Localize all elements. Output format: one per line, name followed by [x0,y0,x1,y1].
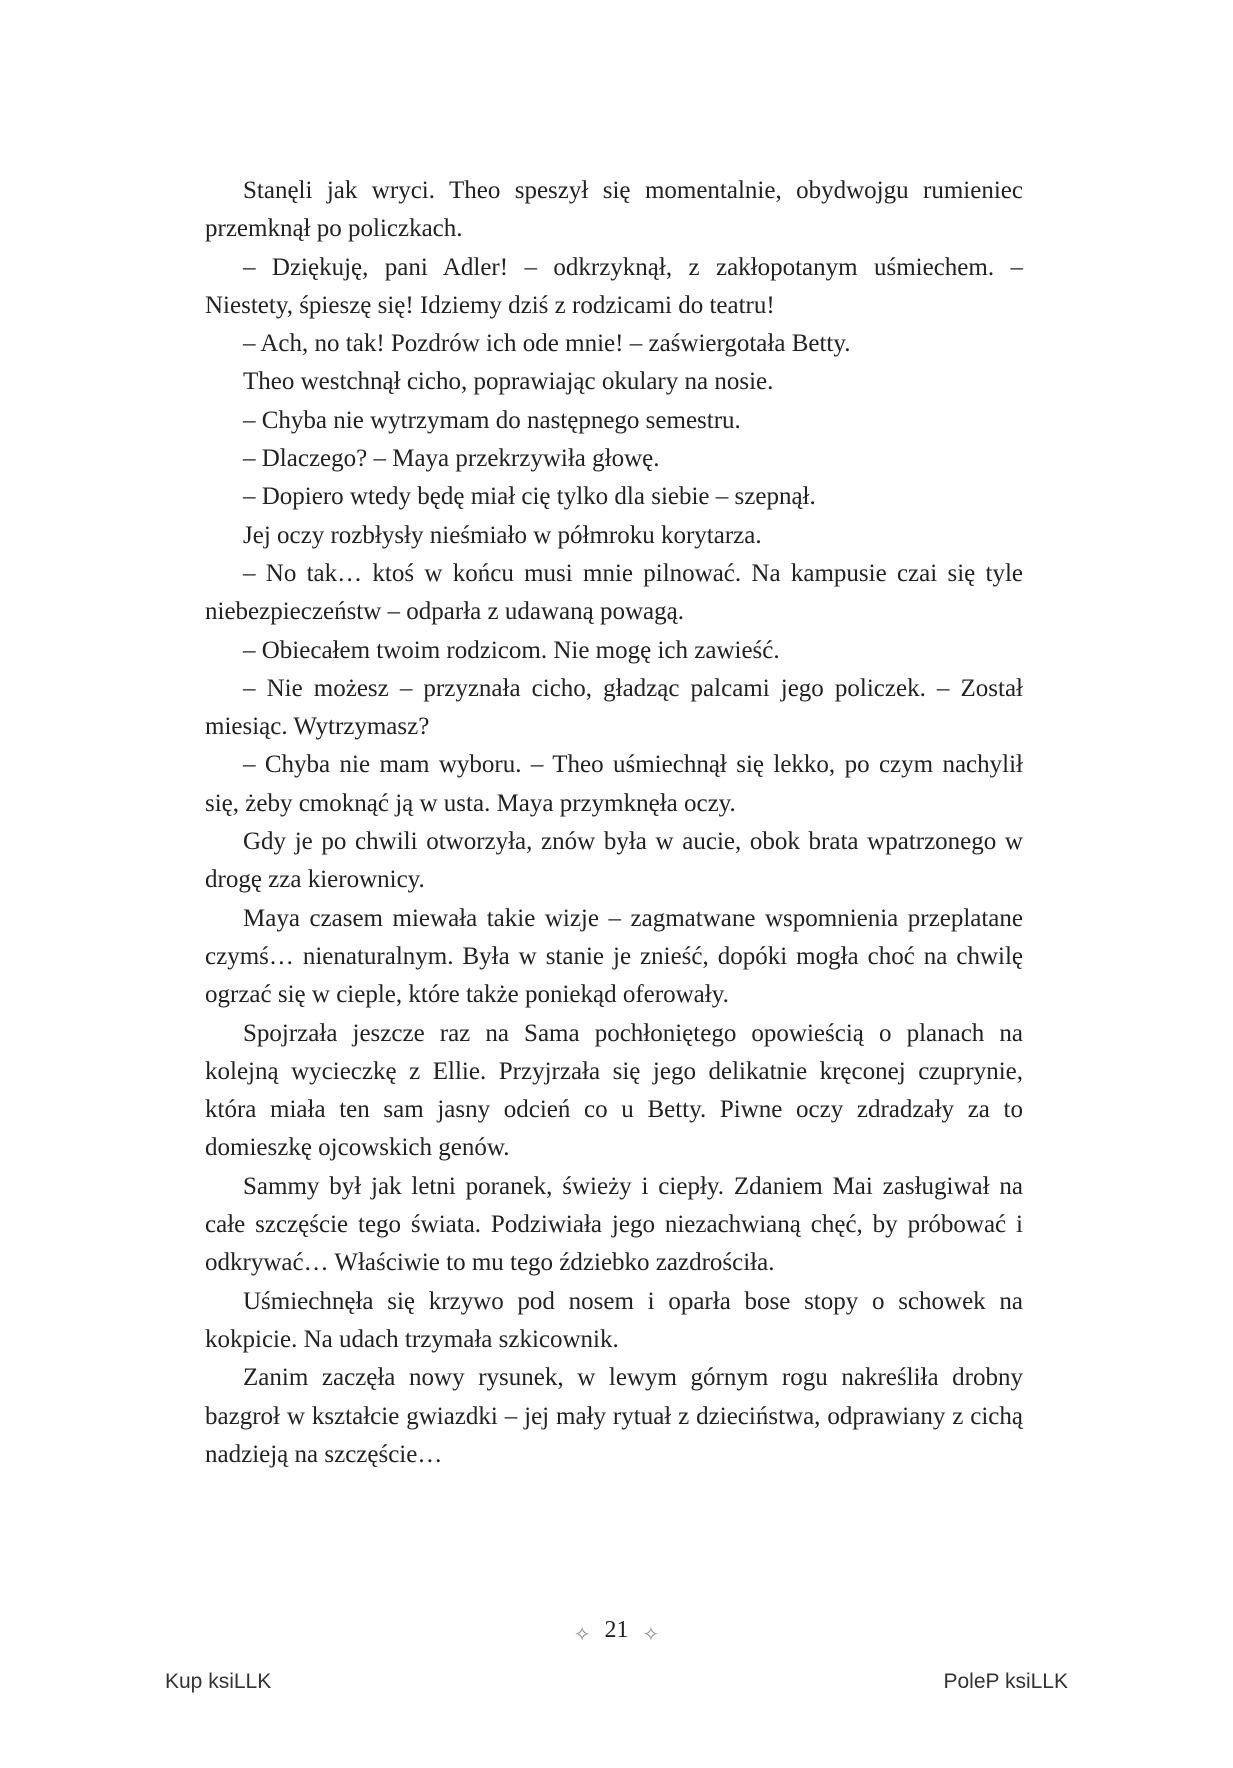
paragraph: – Chyba nie mam wyboru. – Theo uśmiechnął się lekko, po czym nachylił się, żeby cmoknąć ją w usta. Maya przymknęła oczy. [205,751,1023,817]
paragraph: – Dziękuję, pani Adler! – odkrzyknął, z zakłopotanym uśmiechem. – Niestety, śpieszę się! Idziemy dziś z rodzicami do teatru! [205,253,1023,319]
page-number-area [0,1617,1233,1644]
star-ornament-icon: ✧ [642,1624,660,1646]
page-number: 21 [604,1617,629,1643]
star-ornament-icon: ✧ [573,1624,591,1646]
paragraph: Jej oczy rozbłysły nieśmiało w półmroku korytarza. [243,521,762,549]
paragraph: – Chyba nie wytrzymam do następnego semestru. [243,406,741,434]
paragraph: Theo westchnął cicho, poprawiając okulary na nosie. [243,368,774,396]
buy-book-link[interactable]: Kup ksiLLK [165,1670,272,1693]
paragraph: – No tak… ktoś w końcu musi mnie pilnować. Na kampusie czai się tyle niebezpieczeństw – odparła z udawaną powagą. [205,559,1023,626]
recommend-book-link[interactable]: PoleP ksiLLK [943,1670,1068,1693]
paragraph: – Ach, no tak! Pozdrów ich ode mnie! – zaświergotała Betty. [243,330,851,358]
paragraph: Stanęli jak wryci. Theo speszył się momentalnie, obydwojgu rumieniec przemknął po policzkach. [205,177,1023,243]
paragraph: Maya czasem miewała takie wizje – zagmatwane wspomnienia przeplatane czymś… nienaturalnym. Była w stanie je znieść, dopóki mogła choć na chwilę ogrzać się w cieple, które także poniekąd oferowały. [205,904,1023,1009]
paragraph: Spojrzała jeszcze raz na Sama pochłoniętego opowieścią o planach na kolejną wycieczkę z Ellie. Przyjrzała się jego delikatnie kręconej czuprynie, która miała ten sam jasny odcień co u Betty. Piwne oczy zdradzały za to domieszkę ojcowskich genów. [205,1019,1023,1162]
paragraph: – Nie możesz – przyznała cicho, gładząc palcami jego policzek. – Został miesiąc. Wytrzymasz? [205,674,1023,741]
paragraph: Gdy je po chwili otworzyła, znów była w aucie, obok brata wpatrzonego w drogę zza kierownicy. [205,828,1023,894]
paragraph: Zanim zaczęła nowy rysunek, w lewym górnym rogu nakreśliła drobny bazgroł w kształcie gwiazdki – jej mały rytuał z dzieciństwa, odprawiany z cichą nadzieją na szczęście… [205,1364,1023,1468]
paragraph: – Dlaczego? – Maya przekrzywiła głowę. [243,445,660,473]
paragraph: Sammy był jak letni poranek, świeży i ciepły. Zdaniem Mai zasługiwał na całe szczęście tego świata. Podziwiała jego niezachwianą chęć, by próbować i odkrywać… Właściwie to mu tego ździebko zazdrościła. [205,1172,1023,1277]
page-body [205,172,1023,1474]
paragraph: Uśmiechnęła się krzywo pod nosem i oparła bose stopy o schowek na kokpicie. Na udach trzymała szkicownik. [205,1287,1023,1353]
paragraph: – Dopiero wtedy będę miał cię tylko dla siebie – szepnął. [243,483,816,511]
paragraph: – Obiecałem twoim rodzicom. Nie mogę ich zawieść. [243,636,780,664]
